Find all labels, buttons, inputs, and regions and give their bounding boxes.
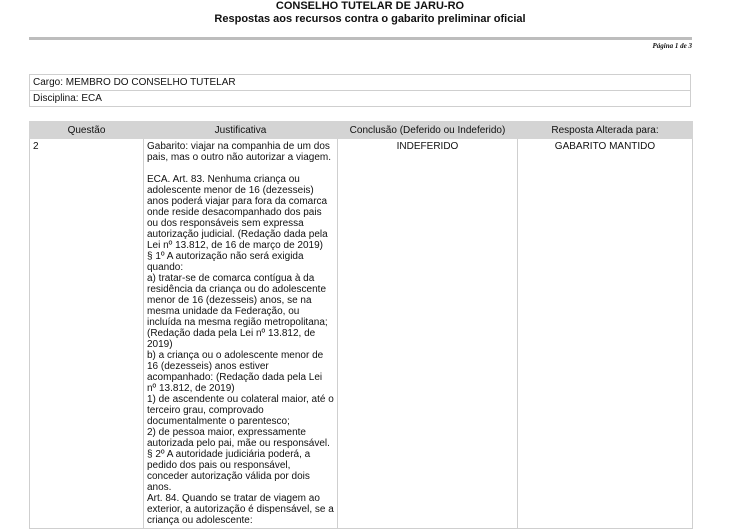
header-justificativa: Justificativa <box>144 122 338 139</box>
justificativa-gabarito: Gabarito: viajar na companhia de um dos pais, mas o outro não autorizar a viagem. <box>147 141 331 163</box>
page-number: Página 1 de 3 <box>652 42 692 50</box>
cell-resposta: GABARITO MANTIDO <box>518 139 693 529</box>
info-table <box>29 74 691 107</box>
header-conclusao: Conclusão (Deferido ou Indeferido) <box>338 122 518 139</box>
document-title: CONSELHO TUTELAR DE JARU-RO <box>275 0 465 12</box>
header-divider <box>29 37 692 40</box>
table-row <box>30 139 693 529</box>
cell-justificativa <box>144 139 338 529</box>
cell-conclusao: INDEFERIDO <box>338 139 518 529</box>
disciplina-field: Disciplina: ECA <box>30 91 691 107</box>
table-header-row <box>30 122 693 139</box>
cell-questao: 2 <box>30 139 144 529</box>
header-questao: Questão <box>30 122 144 139</box>
justificativa-texto: ECA. Art. 83. Nenhuma criança ou adolescente menor de 16 (dezesseis) anos poderá viajar para fora da comarca onde reside desacompanhado dos pais ou dos responsáveis sem expressa autorização judicial. (Redação dada pela Lei nº 13.812, de 16 de março de 2019) § 1º A autorização não será exigida quando: a) tratar-se de comarca contígua à da residência da criança ou do adolescente menor de 16 (dezesseis) anos, se na mesma unidade da Federação, ou incluída na mesma região metropolitana; (Redação dada pela Lei nº 13.812, de 2019) b) a criança ou o adolescente menor de 16 (dezesseis) anos estiver acompanhado: (Redação dada pela Lei nº 13.812, de 2019) 1) de ascendente ou colateral maior, até o terceiro grau, comprovado documentalmente o parentesco; 2) de pessoa maior, expressamente autorizada pelo pai, mãe ou responsável. § 2º A autoridade judiciária poderá, a pedido dos pais ou responsável, conceder autorização válida por dois anos. Art. 84. Quando se tratar de viagem ao exterior, a autorização é dispensável, se a criança ou adolescente: <box>147 174 334 526</box>
header-resposta: Resposta Alterada para: <box>518 122 693 139</box>
results-table <box>29 121 693 529</box>
document-subtitle: Respostas aos recursos contra o gabarito preliminar oficial <box>214 13 526 25</box>
cargo-field: Cargo: MEMBRO DO CONSELHO TUTELAR <box>30 75 691 91</box>
